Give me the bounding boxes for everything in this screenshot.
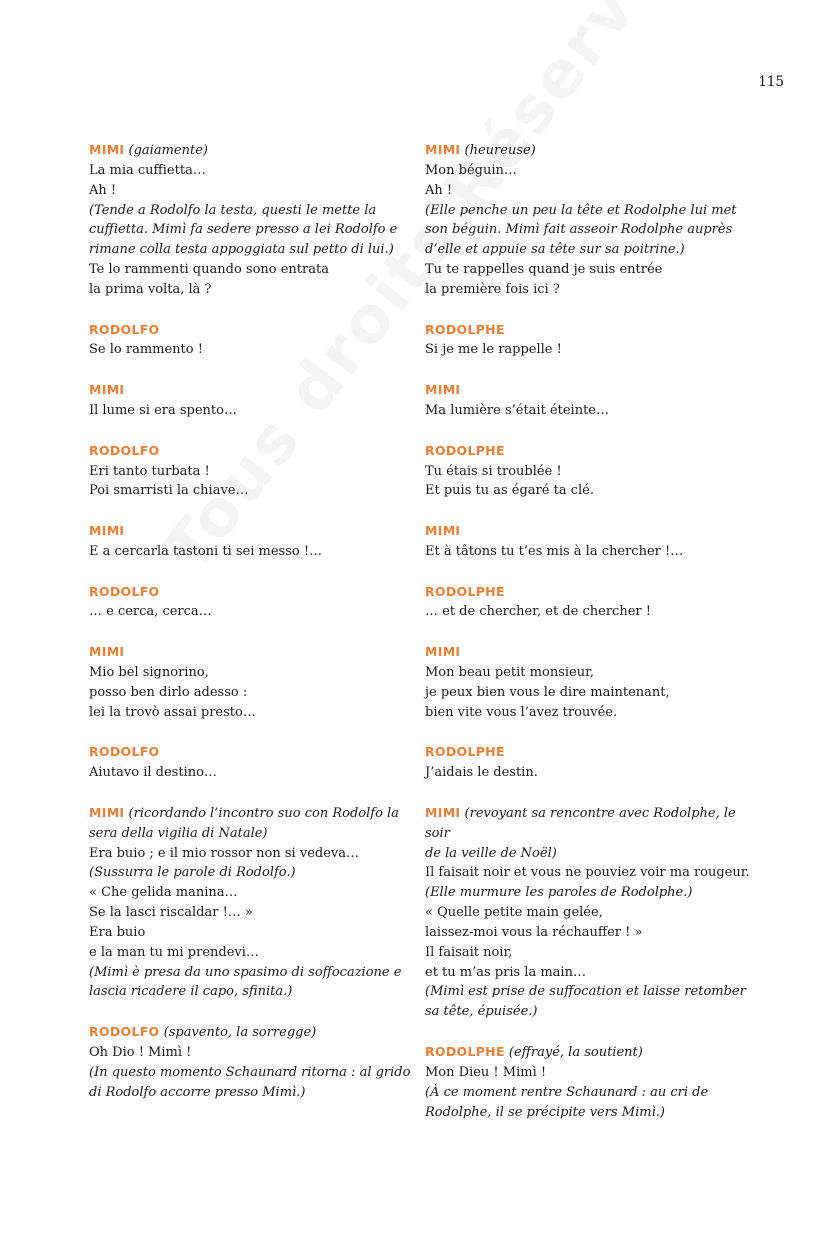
speaker-name: RODOLPHE [425, 583, 505, 599]
stage-direction-line: son béguin. Mimì fait asseoir Rodolphe auprès [425, 222, 733, 238]
lyric-line: Eri tanto turbata ! [89, 463, 210, 479]
dialogue-block [425, 521, 750, 562]
lyric-line: Tu te rappelles quand je suis entrée [425, 262, 663, 278]
speaker-line [89, 380, 414, 401]
stage-direction-line: Rodolphe, il se précipite vers Mimì.) [425, 1104, 665, 1120]
dialogue-block [89, 380, 414, 421]
speaker-line [425, 582, 750, 603]
speaker-line [425, 441, 750, 462]
lyric-line: bien vite vous l’avez trouvée. [425, 704, 618, 720]
dialogue-block [89, 1022, 414, 1102]
lyric-line: Et à tâtons tu t’es mis à la chercher !… [425, 543, 684, 559]
dialogue-block [425, 742, 750, 783]
speaker-name: RODOLFO [89, 1024, 160, 1040]
stage-direction-line: lascia ricadere il capo, sfinita.) [89, 984, 293, 1000]
lyric-line: E a cercarla tastoni ti sei messo !… [89, 543, 323, 559]
lyric-line: Tu étais si troublée ! [425, 463, 562, 479]
speaker-name: RODOLPHE [425, 442, 505, 458]
stage-direction-line: sa tête, épuisée.) [425, 1004, 538, 1020]
stage-direction-line: cuffietta. Mimì fa sedere presso a lei Rodolfo e [89, 222, 398, 238]
speaker-line [425, 521, 750, 542]
speaker-name: RODOLFO [89, 744, 160, 760]
speaker-line [425, 1042, 750, 1063]
dialogue-block [425, 803, 750, 1022]
stage-direction: (spavento, la sorregge) [163, 1025, 317, 1041]
speaker-line [89, 642, 414, 663]
lyric-line: la prima volta, là ? [89, 281, 212, 297]
dialogue-block [425, 1042, 750, 1122]
stage-direction-line: (In questo momento Schaunard ritorna : al grido [89, 1064, 411, 1080]
lyric-line: Mon béguin… [425, 162, 517, 178]
speaker-line [89, 742, 414, 763]
lyric-line: La mia cuffietta… [89, 162, 206, 178]
stage-direction: (effrayé, la soutient) [508, 1044, 643, 1060]
lyric-line: Oh Dio ! Mimì ! [89, 1044, 192, 1060]
speaker-name: RODOLFO [89, 442, 160, 458]
stage-direction-line: rimane colla testa appoggiata sul petto di lui.) [89, 242, 394, 258]
speaker-name: MIMI [425, 142, 461, 157]
lyric-line: … e cerca, cerca… [89, 604, 212, 620]
lyric-line: Ah ! [425, 182, 453, 198]
dialogue-block [425, 642, 750, 722]
dialogue-block [425, 320, 750, 361]
lyric-line: Il lume si era spento… [89, 402, 237, 418]
speaker-name: MIMI [425, 804, 461, 820]
lyric-line: Mio bel signorino, [89, 664, 209, 680]
page-number: 115 [758, 74, 784, 90]
lyric-line: la première fois ici ? [425, 281, 560, 297]
speaker-line [425, 803, 750, 844]
stage-direction-line: (Elle murmure les paroles de Rodolphe.) [425, 885, 693, 901]
lyric-line: Era buio ; e il mio rossor non si vedeva… [89, 845, 359, 861]
speaker-name: RODOLFO [89, 321, 160, 337]
lyric-line: Ma lumière s’était éteinte… [425, 402, 609, 418]
speaker-name: RODOLFO [89, 583, 160, 599]
lyric-line: Aiutavo il destino… [89, 765, 217, 781]
speaker-name: MIMI [89, 523, 125, 539]
stage-direction: (heureuse) [464, 143, 536, 158]
speaker-line [89, 140, 414, 161]
speaker-line [425, 320, 750, 341]
lyric-line: Se la lasci riscaldar !… » [89, 905, 253, 921]
lyric-line: e la man tu mi prendevi… [89, 944, 259, 960]
lyric-line: et tu m’as pris la main… [425, 964, 586, 980]
speaker-name: RODOLPHE [425, 744, 505, 760]
speaker-name: MIMI [89, 644, 125, 660]
lyric-line: Si je me le rappelle ! [425, 342, 562, 358]
stage-direction-line: (À ce moment rentre Schaunard : au cri de [425, 1084, 709, 1100]
speaker-line [425, 380, 750, 401]
lyric-line: Se lo rammento ! [89, 342, 203, 358]
stage-direction-line: (Tende a Rodolfo la testa, questi le mette la [89, 202, 377, 218]
speaker-name: MIMI [89, 382, 125, 398]
dialogue-block [89, 582, 414, 623]
lyric-line: « Che gelida manina… [89, 885, 238, 901]
lyric-line: Te lo rammenti quando sono entrata [89, 262, 329, 278]
lyric-line: J’aidais le destin. [425, 765, 538, 781]
lyric-line: Il faisait noir, [425, 944, 513, 960]
stage-direction-line: de la veille de Noël) [425, 845, 557, 861]
lyric-line: … et de chercher, et de chercher ! [425, 604, 651, 620]
stage-direction: (ricordando l’incontro suo con Rodolfo la [128, 805, 399, 821]
speaker-line [89, 441, 414, 462]
lyric-line: posso ben dirlo adesso : [89, 684, 248, 700]
speaker-line [425, 742, 750, 763]
dialogue-block [89, 140, 414, 300]
lyric-line: « Quelle petite main gelée, [425, 905, 603, 921]
stage-direction-line: d’elle et appuie sa tête sur sa poitrine.) [425, 242, 685, 258]
stage-direction-line: (Elle penche un peu la tête et Rodolphe lui met [425, 202, 737, 218]
stage-direction-line: (Mimì est prise de suffocation et laisse retomber [425, 984, 746, 1000]
dialogue-block [89, 521, 414, 562]
speaker-name: RODOLPHE [425, 321, 505, 337]
lyric-line: lei la trovò assai presto… [89, 704, 256, 720]
speaker-line [425, 140, 750, 161]
speaker-name: RODOLPHE [425, 1043, 505, 1059]
dialogue-block [425, 140, 750, 300]
speaker-name: MIMI [89, 804, 125, 820]
dialogue-block [89, 441, 414, 502]
dialogue-block [425, 380, 750, 421]
speaker-name: MIMI [425, 644, 461, 660]
italian-column [89, 140, 414, 1122]
stage-direction: (gaiamente) [128, 143, 208, 158]
stage-direction-line: sera della vigilia di Natale) [89, 825, 268, 841]
speaker-name: MIMI [89, 142, 125, 157]
lyric-line: Poi smarristi la chiave… [89, 483, 249, 499]
lyric-line: Era buio [89, 924, 146, 940]
dialogue-block [89, 742, 414, 783]
stage-direction-line: (Sussurra le parole di Rodolfo.) [89, 865, 296, 881]
lyric-line: Et puis tu as égaré ta clé. [425, 483, 594, 499]
speaker-line [89, 1022, 414, 1043]
stage-direction: (revoyant sa rencontre avec Rodolphe, le soir [425, 805, 736, 841]
stage-direction-line: di Rodolfo accorre presso Mimì.) [89, 1084, 306, 1100]
speaker-name: MIMI [425, 382, 461, 398]
speaker-line [89, 320, 414, 341]
speaker-line [89, 803, 414, 824]
lyric-line: Mon beau petit monsieur, [425, 664, 595, 680]
speaker-line [425, 642, 750, 663]
dialogue-block [89, 320, 414, 361]
stage-direction-line: (Mimì è presa da uno spasimo di soffocazione e [89, 964, 402, 980]
speaker-line [89, 521, 414, 542]
speaker-name: MIMI [425, 523, 461, 539]
speaker-line [89, 582, 414, 603]
dialogue-block [425, 441, 750, 502]
lyric-line: Ah ! [89, 182, 117, 198]
dialogue-block [89, 803, 414, 1002]
french-column [425, 140, 750, 1142]
lyric-line: je peux bien vous le dire maintenant, [425, 684, 670, 700]
dialogue-block [425, 582, 750, 623]
dialogue-block [89, 642, 414, 722]
lyric-line: Il faisait noir et vous ne pouviez voir ma rougeur. [425, 865, 750, 881]
lyric-line: laissez-moi vous la réchauffer ! » [425, 924, 643, 940]
lyric-line: Mon Dieu ! Mimì ! [425, 1064, 547, 1080]
